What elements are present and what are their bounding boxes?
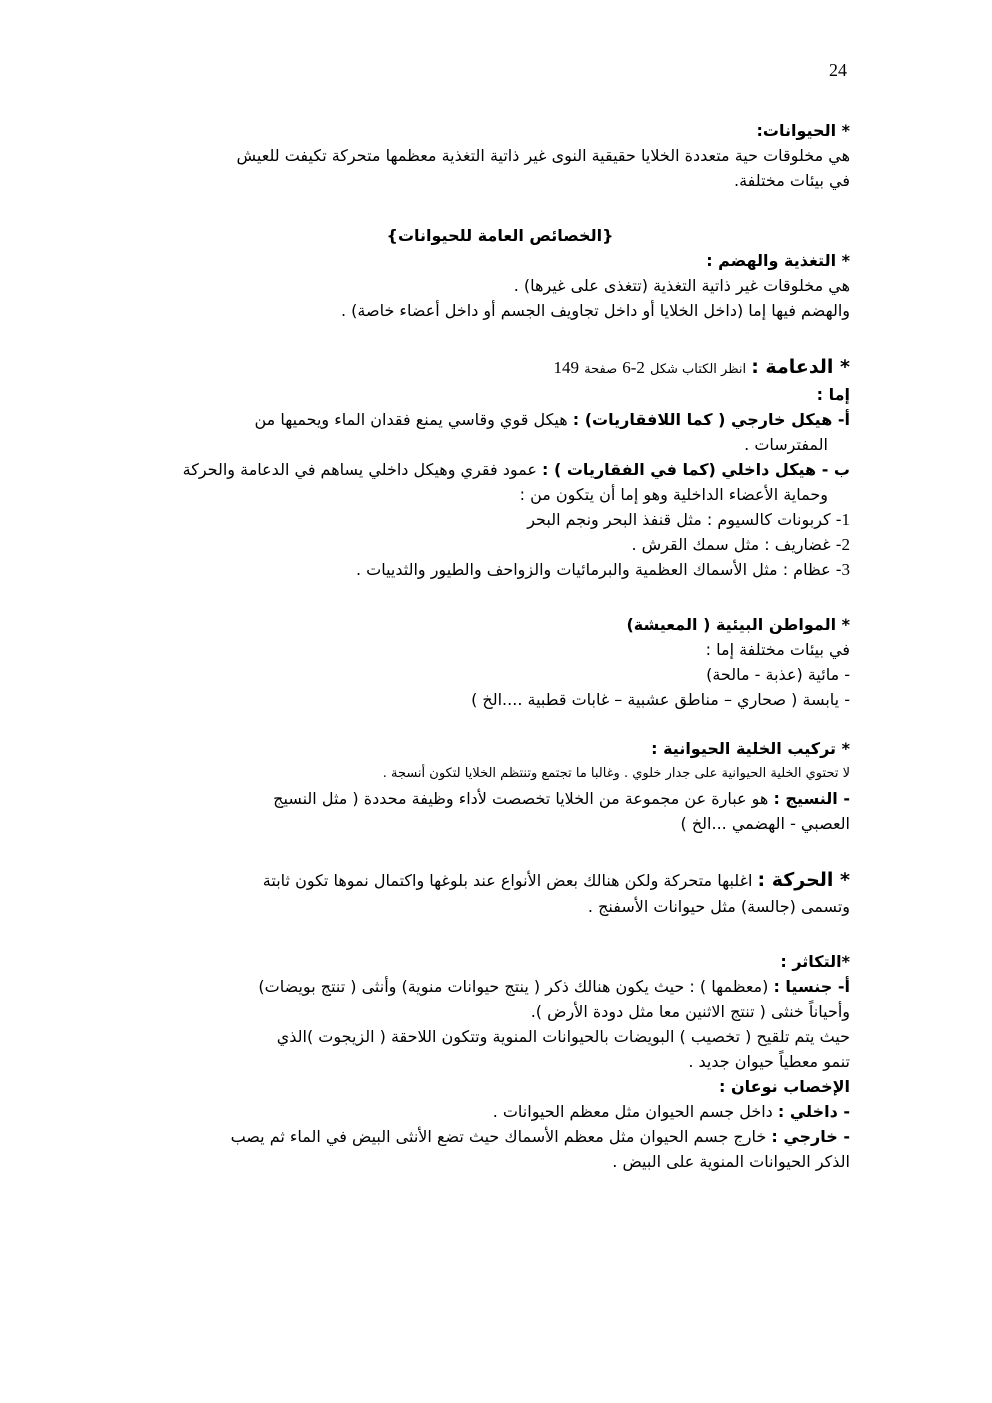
tissue-label: - النسيج : bbox=[773, 789, 850, 808]
fertilization-heading: الإخصاب نوعان : bbox=[719, 1077, 850, 1096]
external-text2: الذكر الحيوانات المنوية على البيض . bbox=[612, 1152, 850, 1171]
support-item-2: 2- غضاريف : مثل سمك القرش . bbox=[631, 535, 850, 554]
exoskeleton-text: هيكل قوي وقاسي يمنع فقدان الماء ويحميها من bbox=[254, 410, 568, 429]
nutrition-heading: * التغذية والهضم : bbox=[706, 251, 850, 270]
habitats-line1: في بيئات مختلفة إما : bbox=[705, 640, 850, 659]
support-ref-text: انظر الكتاب شكل bbox=[649, 362, 747, 377]
animals-definition-line1: هي مخلوقات حية متعددة الخلايا حقيقية النوى غير ذاتية التغذية معظمها متحركة تكيفت للعيش bbox=[236, 146, 850, 165]
movement-text2: وتسمى (جالسة) مثل حيوانات الأسفنج . bbox=[587, 897, 850, 916]
external-label: - خارجي : bbox=[771, 1127, 850, 1146]
support-heading-line bbox=[150, 353, 850, 382]
endoskeleton-title: ب - هيكل داخلي (كما في الفقاريات ) : bbox=[542, 460, 850, 479]
tissue-line bbox=[150, 786, 850, 811]
sexual-text4: تنمو معطياً حيوان جديد . bbox=[688, 1052, 850, 1071]
reproduction-heading: *التكاثر : bbox=[780, 952, 850, 971]
sexual-line bbox=[150, 974, 850, 999]
sexual-label: أ- جنسيا : bbox=[773, 977, 850, 996]
cell-line1: لا تحتوي الخلية الحيوانية على جدار خلوي . وغالبا ما تجتمع وتنتظم الخلايا لتكون أنسجة . bbox=[382, 766, 850, 781]
exoskeleton-title: أ- هيكل خارجي ( كما اللافقاريات) : bbox=[572, 410, 850, 429]
page-content bbox=[150, 118, 850, 1174]
support-either: إما : bbox=[816, 385, 850, 404]
sexual-text2: وأحياناً خنثى ( تنتج الاثنين معا مثل دودة الأرض ). bbox=[530, 1002, 850, 1021]
movement-text: اغلبها متحركة ولكن هنالك بعض الأنواع عند بلوغها واكتمال نموها تكون ثابتة bbox=[262, 871, 753, 890]
internal-text: داخل جسم الحيوان مثل معظم الحيوانات . bbox=[492, 1102, 773, 1121]
endoskeleton-text: عمود فقري وهيكل داخلي يساهم في الدعامة والحركة bbox=[182, 460, 537, 479]
support-ref-figure: 2-6 bbox=[622, 358, 645, 377]
tissue-text: هو عبارة عن مجموعة من الخلايا تخصصت لأداء وظيفة محددة ( مثل النسيج bbox=[273, 789, 769, 808]
general-characteristics-title: {الخصائص العامة للحيوانات} bbox=[386, 226, 614, 245]
support-ref-page: 149 bbox=[553, 358, 580, 377]
page-number: 24 bbox=[829, 60, 847, 80]
endoskeleton-text2: وحماية الأعضاء الداخلية وهو إما أن يتكون من : bbox=[519, 485, 828, 504]
internal-label: - داخلي : bbox=[777, 1102, 850, 1121]
exoskeleton-line bbox=[150, 407, 850, 432]
tissue-text2: العصبي - الهضمي ...الخ ) bbox=[680, 814, 850, 833]
endoskeleton-line bbox=[150, 457, 850, 482]
habitats-line3: - يابسة ( صحاري – مناطق عشبية – غابات قطبية ....الخ ) bbox=[471, 690, 850, 709]
support-ref-page-word: صفحة bbox=[584, 362, 618, 377]
support-heading: * الدعامة : bbox=[751, 356, 850, 378]
sexual-text: (معظمها ) : حيث يكون هنالك ذكر ( ينتج حيوانات منوية) وأنثى ( تنتج بويضات) bbox=[258, 977, 769, 996]
animals-definition-line2: في بيئات مختلفة. bbox=[734, 171, 850, 190]
sexual-text3: حيث يتم تلقيح ( تخصيب ) البويضات بالحيوانات المنوية وتتكون اللاحقة ( الزيجوت )الذي bbox=[276, 1027, 850, 1046]
animals-heading: * الحيوانات: bbox=[756, 121, 850, 140]
movement-line bbox=[150, 866, 850, 894]
cell-heading: * تركيب الخلية الحيوانية : bbox=[651, 739, 850, 758]
external-fertilization bbox=[150, 1124, 850, 1149]
exoskeleton-text2: المفترسات . bbox=[744, 435, 828, 454]
external-text: خارج جسم الحيوان مثل معظم الأسماك حيث تضع الأنثى البيض في الماء ثم يصب bbox=[230, 1127, 767, 1146]
nutrition-line1: هي مخلوقات غير ذاتية التغذية (تتغذى على غيرها) . bbox=[513, 276, 850, 295]
movement-heading: * الحركة : bbox=[757, 869, 850, 891]
support-item-3: 3- عظام : مثل الأسماك العظمية والبرمائيات والزواحف والطيور والثدييات . bbox=[355, 560, 850, 579]
internal-fertilization bbox=[150, 1099, 850, 1124]
habitats-heading: * المواطن البيئية ( المعيشة) bbox=[626, 615, 850, 634]
support-item-1: 1- كربونات كالسيوم : مثل قنفذ البحر ونجم البحر bbox=[527, 510, 850, 529]
nutrition-line2: والهضم فيها إما (داخل الخلايا أو داخل تجاويف الجسم أو داخل أعضاء خاصة) . bbox=[340, 301, 850, 320]
habitats-line2: - مائية (عذبة - مالحة) bbox=[706, 665, 850, 684]
